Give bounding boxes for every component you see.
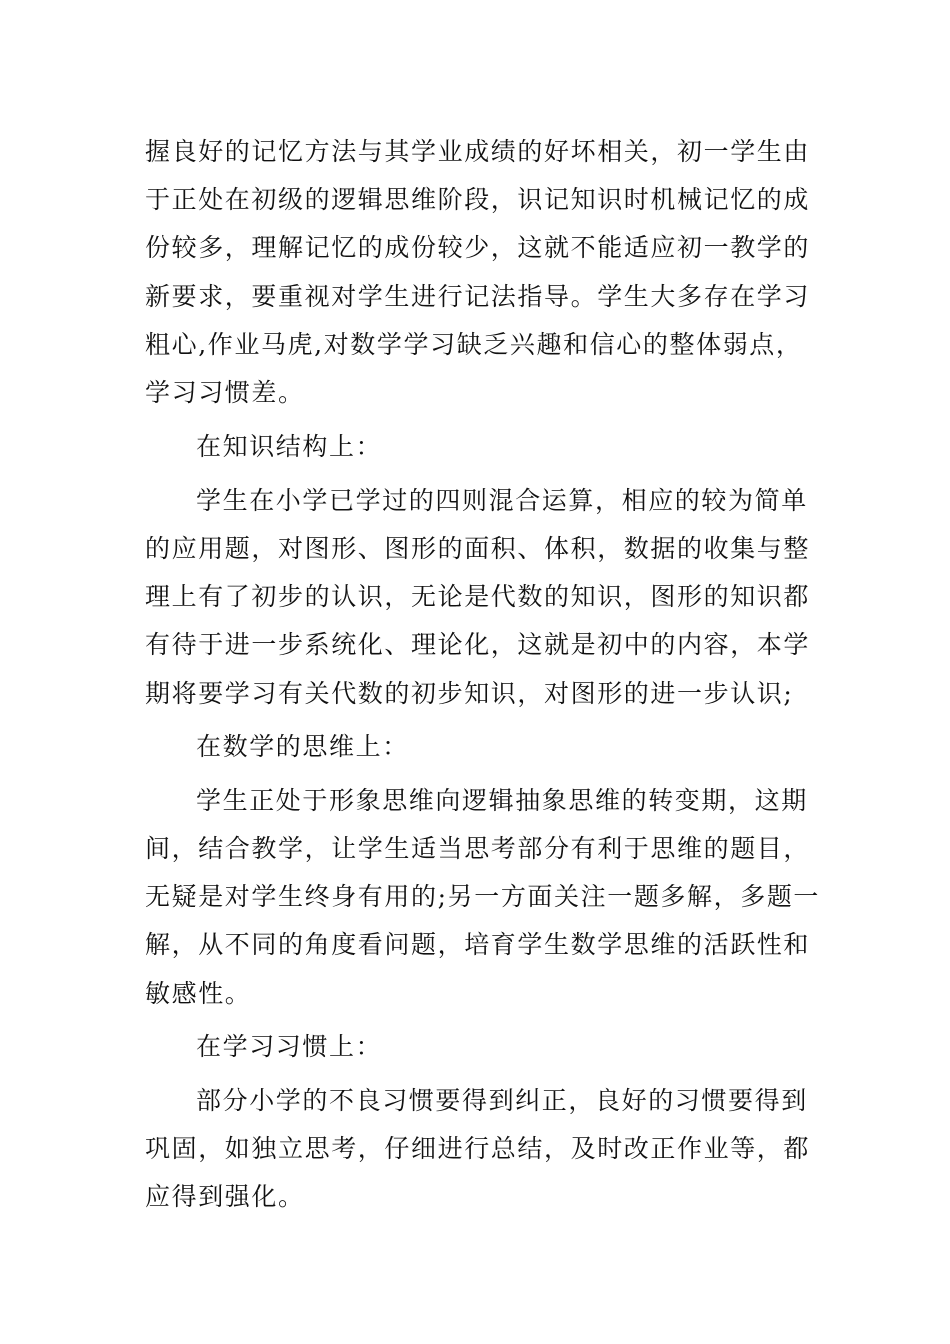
paragraph-4-line-1: 部分小学的不良习惯要得到纠正，良好的习惯要得到 [196,1086,808,1115]
section-heading-knowledge: 在知识结构上： [196,432,383,461]
paragraph-1-line-2: 于正处在初级的逻辑思维阶段，识记知识时机械记忆的成 [145,185,811,214]
paragraph-1-line-5: 粗心,作业马虎,对数学学习缺乏兴趣和信心的整体弱点， [145,330,803,359]
paragraph-1-line-4: 新要求，要重视对学生进行记法指导。学生大多存在学习 [145,282,811,311]
section-heading-habits: 在学习习惯上： [196,1032,383,1061]
paragraph-1-line-6: 学习习惯差。 [145,378,305,407]
section-heading-thinking: 在数学的思维上： [196,732,409,761]
paragraph-2-line-2: 的应用题，对图形、图形的面积、体积，数据的收集与整 [145,534,811,563]
paragraph-2-line-1: 学生在小学已学过的四则混合运算，相应的较为简单 [196,486,808,515]
paragraph-2-line-3: 理上有了初步的认识，无论是代数的知识，图形的知识都 [145,582,811,611]
paragraph-3-line-3: 无疑是对学生终身有用的;另一方面关注一题多解，多题一 [145,882,821,911]
paragraph-3-line-4: 解，从不同的角度看问题，培育学生数学思维的活跃性和 [145,930,811,959]
paragraph-3-line-1: 学生正处于形象思维向逻辑抽象思维的转变期，这期 [196,786,808,815]
paragraph-3-line-5: 敏感性。 [145,979,252,1008]
paragraph-4-line-2: 巩固，如独立思考，仔细进行总结，及时改正作业等，都 [145,1134,811,1163]
paragraph-1-line-3: 份较多，理解记忆的成份较少，这就不能适应初一教学的 [145,233,811,262]
paragraph-4-line-3: 应得到强化。 [145,1182,305,1211]
paragraph-2-line-4: 有待于进一步系统化、理论化，这就是初中的内容，本学 [145,630,811,659]
paragraph-1-line-1: 握良好的记忆方法与其学业成绩的好坏相关，初一学生由 [145,137,811,166]
paragraph-2-line-5: 期将要学习有关代数的初步知识，对图形的进一步认识; [145,679,794,708]
paragraph-3-line-2: 间，结合教学，让学生适当思考部分有利于思维的题目， [145,834,811,863]
